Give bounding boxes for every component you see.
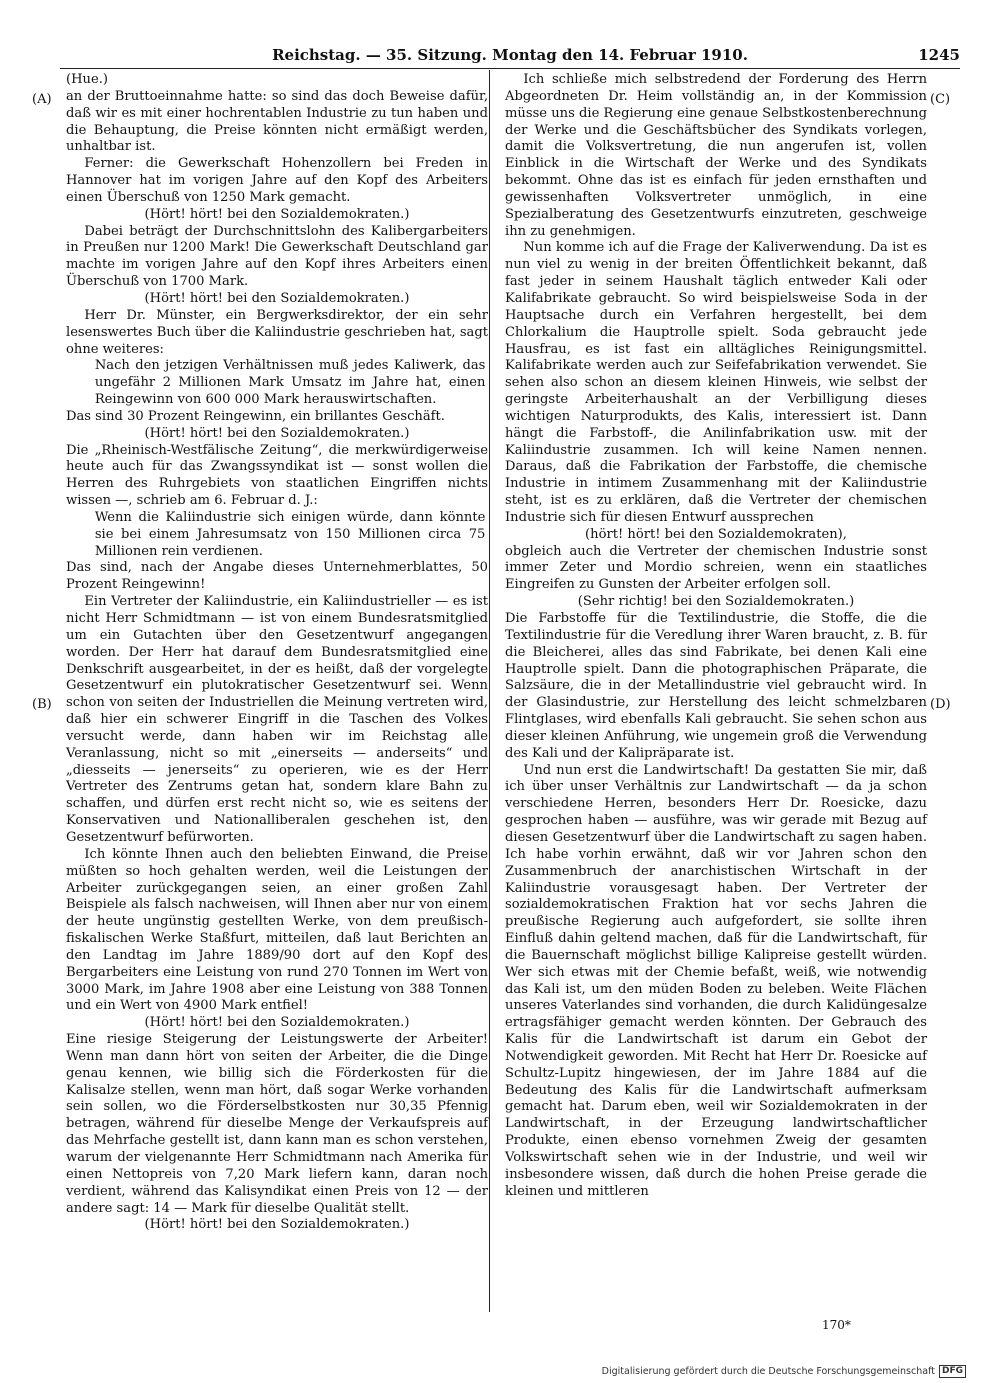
quotation: Nach den jetzigen Verhältnissen muß jedes Kaliwerk, das ungefähr 2 Millionen Mark Umsatz im Jahre hat, einen Reingewinn von 600 000 Mark herauswirtschaften. [94,358,486,408]
paragraph: Herr Dr. Münster, ein Bergwerksdirektor, der ein sehr lesenswertes Buch über die Kaliindustrie geschrieben hat, sagt ohne weiteres: [66,307,488,357]
quotation: Wenn die Kaliindustrie sich einigen würde, dann könnte sie bei einem Jahresumsatz von 150 Millionen circa 75 Millionen rein verdienen. [94,509,486,559]
paragraph: Nun komme ich auf die Frage der Kaliverwendung. Da ist es nun viel zu wenig in der breiten Öffentlichkeit bekannt, daß fast jeder in seinem Haushalt täglich entweder Kali oder Kalifabrikate gebraucht. So wird beispielsweise Soda in der Hauptsache durch ein Verfahren hergestellt, bei dem Chlorkalium die Hauptrolle spielt. Soda gebraucht jede Hausfrau, es ist fast ein alltägliches Reinigungsmittel. Kalifabrikate werden auch zur Seifefabrikation verwendet. Sie sehen also schon an diesem kleinen Hinweis, wie selbst der geringste Arbeiterhaushalt an der Verbilligung dieses wichtigen Naturprodukts, des Kalis, interessiert ist. Dann hängt die Farbstoff-, die Anilinfabrikation usw. mit der Kaliindustrie zusammen. Ich will keine Namen nennen. Daraus, daß die Fabrikation der Farbstoffe, die chemische Industrie in intimem Zusammenhang mit der Kaliindustrie steht, ist es zu erklären, daß die Vertreter der chemischen Industrie sich für diesen Entwurf aussprechen [505,240,927,525]
interjection: (Hört! hört! bei den Sozialdemokraten.) [144,1217,410,1233]
paragraph: Ferner: die Gewerkschaft Hohenzollern bei Freden in Hannover hat im vorigen Jahre auf den Kopf des Arbeiters einen Überschuß von 1250 Mark gemacht. [66,156,488,205]
paragraph: Das sind, nach der Angabe dieses Unternehmerblattes, 50 Prozent Reingewinn! [66,560,488,593]
paragraph: Eine riesige Steigerung der Leistungswerte der Arbeiter! Wenn man dann hört von seiten der Arbeiter, die die Dinge genau kennen, wie billig sich die Förderkosten für die Kalisalze stellen, wenn man hört, daß sogar Werke vorhanden sein sollen, wo die Förderselbstkosten nur 30,35 Pfennig betragen, während für dieselbe Menge der Verkaufspreis auf das Mehrfache gestellt ist, dann kann man es schon verstehen, warum der vielgenannte Herr Schmidtmann nach Amerika für einen Nettopreis von 7,20 Mark liefern kann, daran noch verdient, während das Kalisyndikat einen Preis von 12 — der andere sagt: 14 — Mark für dieselbe Qualität stellt. [66,1032,488,1216]
paragraph: obgleich auch die Vertreter der chemischen Industrie sonst immer Zeter und Mordio schreien, wenn ein staatliches Eingreifen zu Gunsten der Arbeiter erfolgen soll. [505,543,927,593]
right-column [505,72,927,1201]
margin-marker-c: (C) [930,92,951,107]
left-column [66,72,488,1234]
paragraph: Die Farbstoffe für die Textilindustrie, die Stoffe, die die Textilindustrie für die Veredlung ihrer Waren braucht, z. B. für die Bleicherei, alles das sind Fabrikate, bei denen Kali eine Hauptrolle spielt. Dann die photographischen Präparate, die Salzsäure, die in der Metallindustrie viel gebraucht wird. In der Glasindustrie, zur Herstellung des leicht schmelzbaren Flintglases, wird ebenfalls Kali gebraucht. Sie sehen schon aus dieser kleinen Anführung, wie ungemein groß die Verwendung des Kali und der Kalipräparate ist. [505,611,927,761]
speaker-tag: (Hue.) [66,72,108,87]
page-header-title: Reichstag. — 35. Sitzung. Montag den 14. Februar 1910. [272,46,748,64]
signature-mark: 170* [822,1318,851,1332]
paragraph: Und nun erst die Landwirtschaft! Da gestatten Sie mir, daß ich über unser Verhältnis zur Landwirtschaft — da ja schon verschiedene Herren, besonders Herr Dr. Roesicke, dazu gesprochen haben — ausführe, was wir gerade mit Bezug auf diesen Gesetzentwurf über die Landwirtschaft zu sagen haben. Ich habe vorhin erwähnt, daß wir vor Jahren schon den Zusammenbruch der anarchistischen Wirtschaft in der Kaliindustrie vorausgesagt haben. Der Vertreter der sozialdemokratischen Fraktion hat vor sechs Jahren die preußische Regierung auch aufgefordert, sie sollte ihren Einfluß dahin geltend machen, daß für die Landwirtschaft, für die Bauernschaft möglichst billige Kalipreise gestellt würden. Wer sich etwas mit der Chemie befaßt, weiß, wie notwendig das Kali ist, um den müden Boden zu beleben. Weite Flächen unseres Vaterlandes sind vorhanden, die durch Kalidüngesalze ertragsfähiger gemacht werden könnten. Der Gebrauch des Kalis für die Landwirtschaft ist darum ein Gebot der Notwendigkeit geworden. Mit Recht hat Herr Dr. Roesicke auf Schultz-Lupitz hingewiesen, der im Jahre 1884 auf die Bedeutung des Kalis für die Landwirtschaft aufmerksam gemacht hat. Darum eben, weil wir Sozialdemokraten in der Landwirtschaft, in der Erzeugung landwirtschaftlicher Produkte, einen ebenso vornehmen Zweig der gesamten Volkswirtschaft sehen wie in der Industrie, und weil wir insbesondere wissen, daß durch die hohen Preise gerade die kleinen und mittleren [505,762,927,1199]
interjection: (Hört! hört! bei den Sozialdemokraten.) [144,290,410,306]
margin-marker-b: (B) [32,697,52,712]
interjection: (Sehr richtig! bei den Sozialdemokraten.) [577,594,855,610]
paragraph: Ein Vertreter der Kaliindustrie, ein Kaliindustrieller — es ist nicht Herr Schmidtmann — ist von einem Bundesratsmitglied um ein Gutachten über den Gesetzentwurf angegangen worden. Der Herr hat darauf dem Bundesratsmitglied eine Denkschrift ausgearbeitet, in der es heißt, daß der vorgelegte Gesetzentwurf ein plutokratischer Gesetzentwurf sei. Wenn schon von seiten der Industriellen die Meinung vertreten wird, daß hier ein schwerer Eingriff in die Taschen des Volkes versucht werde, dann haben wir im Reichstag alle Veranlassung, nicht so mit „einerseits — anderseits“ und „diesseits — jenerseits“ zu operieren, wie es der Herr Vertreter des Zentrums getan hat, sondern klare Bahn zu schaffen, und dürfen erst recht nicht so, wie es seitens der Konservativen und Nationalliberalen geschehen ist, den Gesetzentwurf befürworten. [66,594,488,845]
margin-marker-d: (D) [930,697,951,712]
interjection: (Hört! hört! bei den Sozialdemokraten.) [144,1015,410,1031]
paragraph: Das sind 30 Prozent Reingewinn, ein brillantes Geschäft. [66,408,445,424]
column-divider [489,70,490,1312]
running-head [60,44,960,69]
digitization-credit [602,1365,966,1378]
credit-text: Digitalisierung gefördert durch die Deutsche Forschungsgemeinschaft [601,1366,935,1377]
page-number: 1245 [918,46,960,64]
margin-marker-a: (A) [32,92,52,107]
paragraph: Die „Rheinisch-Westfälische Zeitung“, die merkwürdigerweise heute auch für das Zwangssyndikat ist — sonst wollen die Herren des Ruhrgebiets von staatlichen Eingriffen nichts wissen —, schrieb am 6. Februar d. J.: [66,442,488,509]
paragraph: Dabei beträgt der Durchschnittslohn des Kalibergarbeiters in Preußen nur 1200 Mark! Die Gewerkschaft Deutschland gar machte im vorigen Jahre auf den Kopf ihres Arbeiters einen Überschuß von 1700 Mark. [66,223,488,290]
paragraph: Ich schließe mich selbstredend der Forderung des Herrn Abgeordneten Dr. Heim vollständig an, in der Kommission müsse uns die Regierung eine genaue Selbstkostenberechnung der Werke und die Geschäftsbücher des Syndikats vorlegen, damit die Volksvertretung, die nun angerufen ist, vollen Einblick in die Wirtschaft der Werke und des Syndikats bekommt. Ohne das ist es einfach für jeden ernsthaften und gewissenhaften Volksvertreter unmöglich, in eine Spezialberatung des Gesetzentwurfs einzutreten, geschweige ihn zu genehmigen. [505,72,927,239]
interjection: (hört! hört! bei den Sozialdemokraten), [585,526,847,542]
interjection: (Hört! hört! bei den Sozialdemokraten.) [144,206,410,222]
interjection: (Hört! hört! bei den Sozialdemokraten.) [144,425,410,441]
dfg-logo: DFG [939,1365,966,1378]
paragraph: Ich könnte Ihnen auch den beliebten Einwand, die Preise müßten so hoch gehalten werden, weil die Leistungen der Arbeiter zurückgegangen seien, an einer großen Zahl Beispiele als falsch nachweisen, will Ihnen aber nur von einem der heute ungünstig gestellten Werke, von dem preußisch-fiskalischen Werke Staßfurt, mitteilen, daß laut Berichten an den Landtag im Jahre 1889/90 dort auf den Kopf des Bergarbeiters eine Leistung von rund 270 Tonnen im Wert von 3000 Mark, im Jahre 1908 aber eine Leistung von 388 Tonnen und ein Wert von 4900 Mark entfiel! [66,846,488,1014]
paragraph: an der Bruttoeinnahme hatte: so sind das doch Beweise dafür, daß wir es mit einer hochrentablen Industrie zu tun haben und die Behauptung, die Preise könnten nicht ermäßigt werden, unhaltbar ist. [66,88,488,155]
